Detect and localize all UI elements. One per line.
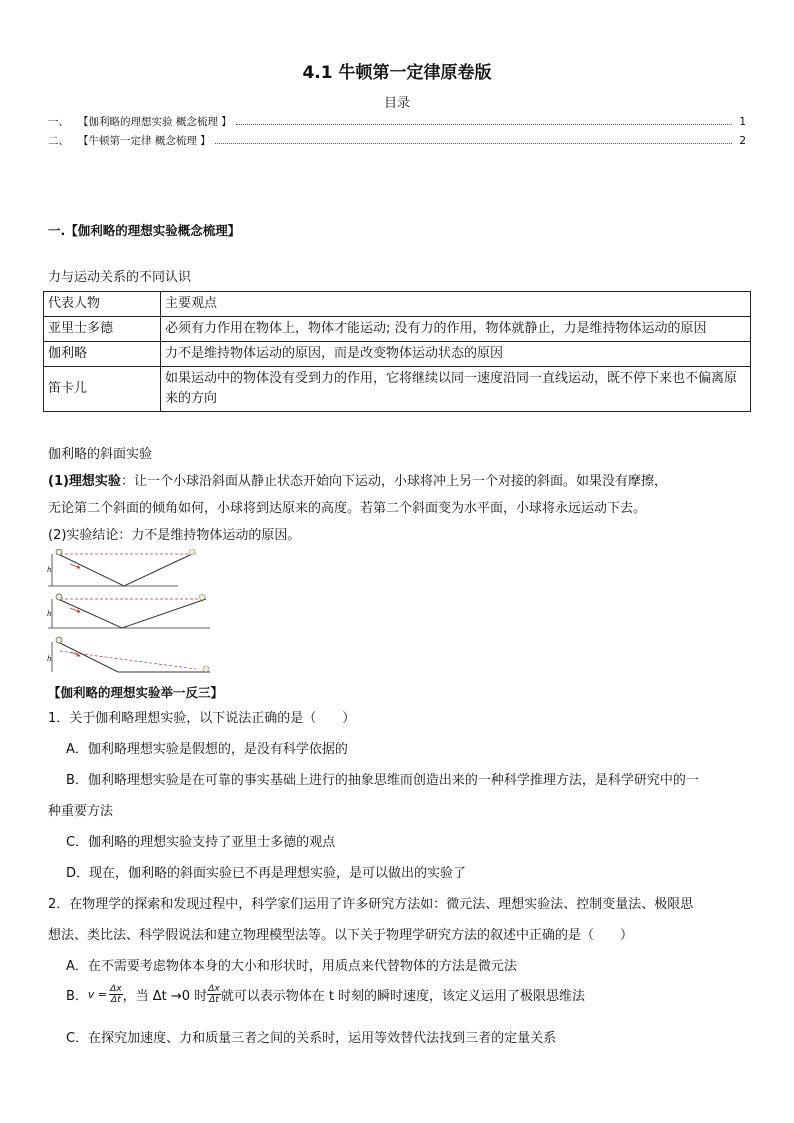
page-title: 4.1 牛顿第一定律原卷版 bbox=[302, 63, 492, 83]
header-cell: 代表人物 bbox=[44, 292, 161, 317]
fraction-dx-dt bbox=[207, 984, 220, 1005]
question-1-option-a[interactable]: A．伽利略理想实验是假想的，是没有科学依据的 bbox=[66, 742, 348, 757]
ideal-experiment-line2: 无论第二个斜面的倾角如何，小球将到达原来的高度。若第二个斜面变为水平面，小球将永远运动下去。 bbox=[48, 501, 647, 516]
ideal-experiment-text: ：让一个小球沿斜面从静止状态开始向下运动，小球将冲上另一个对接的斜面。如果没有摩擦， bbox=[120, 474, 667, 489]
toc-page: 1 bbox=[739, 116, 746, 128]
question-1-stem: 1．关于伽利略理想实验，以下说法正确的是（ ） bbox=[48, 711, 356, 726]
incline-diagrams bbox=[46, 549, 216, 679]
view-cell: 如果运动中的物体没有受到力的作用，它将继续以同一速度沿同一直线运动，既不停下来也不偏离原来的方向 bbox=[161, 367, 751, 412]
question-2-option-c[interactable]: C．在探究加速度、力和质量三者之间的关系时，运用等效替代法找到三者的定量关系 bbox=[66, 1031, 557, 1046]
incline-diagram-3 bbox=[47, 637, 210, 672]
incline-diagram-2 bbox=[47, 594, 210, 628]
toc-number: 一、 bbox=[48, 116, 69, 128]
views-table bbox=[43, 291, 751, 412]
person-cell: 笛卡儿 bbox=[44, 367, 161, 412]
toc-leader bbox=[236, 124, 732, 125]
question-1-option-b[interactable]: B．伽利略理想实验是在可靠的事实基础上进行的抽象思维而创造出来的一种科学推理方法，是科学研究中的一 bbox=[66, 773, 699, 788]
height-label: h bbox=[47, 655, 52, 663]
toc-entry[interactable] bbox=[48, 114, 746, 130]
ideal-experiment-paragraph bbox=[48, 470, 667, 489]
toc-text: 【牛顿第一定律 概念梳理 】 bbox=[78, 135, 211, 147]
section-heading: 一.【伽利略的理想实验概念梳理】 bbox=[48, 223, 241, 238]
view-cell: 力不是维持物体运动的原因，而是改变物体运动状态的原因 bbox=[161, 342, 751, 367]
toc-heading: 目录 bbox=[383, 96, 410, 111]
fraction-denominator: Δt bbox=[111, 995, 121, 1005]
toc-leader bbox=[215, 143, 732, 144]
toc-text: 【伽利略的理想实验 概念梳理 】 bbox=[78, 116, 232, 128]
person-cell: 伽利略 bbox=[44, 342, 161, 367]
toc-number: 二、 bbox=[48, 135, 69, 147]
view-cell: 必须有力作用在物体上，物体才能运动; 没有力的作用，物体就静止，力是维持物体运动的原因 bbox=[161, 317, 751, 342]
question-2-stem-cont: 想法、类比法、科学假说法和建立物理模型法等。以下关于物理学研究方法的叙述中正确的是（ ） bbox=[48, 928, 634, 943]
slope-experiment-title: 伽利略的斜面实验 bbox=[48, 447, 153, 462]
velocity-symbol: v = bbox=[87, 988, 108, 1001]
practice-heading: 【伽利略的理想实验举一反三】 bbox=[48, 685, 224, 700]
table-caption: 力与运动关系的不同认识 bbox=[48, 270, 192, 285]
table-row bbox=[44, 367, 751, 412]
header-cell: 主要观点 bbox=[161, 292, 751, 317]
fraction-numerator: Δx bbox=[110, 984, 122, 994]
table-row bbox=[44, 342, 751, 367]
height-label: h bbox=[47, 566, 52, 574]
fraction-numerator: Δx bbox=[208, 984, 220, 994]
ideal-experiment-label: (1)理想实验 bbox=[48, 474, 121, 489]
toc-page: 2 bbox=[739, 135, 746, 147]
toc-entry[interactable] bbox=[48, 133, 746, 149]
question-1-option-c[interactable]: C．伽利略的理想实验支持了亚里士多德的观点 bbox=[66, 835, 336, 850]
conclusion-paragraph: (2)实验结论：力不是维持物体运动的原因。 bbox=[48, 528, 301, 543]
question-2-option-b[interactable] bbox=[66, 984, 585, 1005]
question-2-option-a[interactable]: A．在不需要考虑物体本身的大小和形状时，用质点来代替物体的方法是微元法 bbox=[66, 959, 517, 974]
question-1-option-d[interactable]: D．现在，伽利略的斜面实验已不再是理想实验，是可以做出的实验了 bbox=[66, 866, 467, 881]
option-b-prefix: B． bbox=[66, 989, 88, 1004]
question-2-stem: 2．在物理学的探索和发现过程中，科学家们运用了许多研究方法如：微元法、理想实验法、控制变量法、极限思 bbox=[48, 897, 694, 912]
option-b-middle: ，当 Δt →0 时 bbox=[122, 989, 208, 1004]
height-label: h bbox=[47, 610, 52, 618]
incline-diagram-1 bbox=[47, 549, 196, 586]
table-row bbox=[44, 317, 751, 342]
question-1-option-b-cont: 种重要方法 bbox=[48, 804, 114, 819]
fraction-dx-dt bbox=[109, 984, 122, 1005]
person-cell: 亚里士多德 bbox=[44, 317, 161, 342]
fraction-denominator: Δt bbox=[209, 995, 219, 1005]
option-b-rest: 就可以表示物体在 t 时刻的瞬时速度，该定义运用了极限思维法 bbox=[220, 989, 586, 1004]
table-header-row bbox=[44, 292, 751, 317]
